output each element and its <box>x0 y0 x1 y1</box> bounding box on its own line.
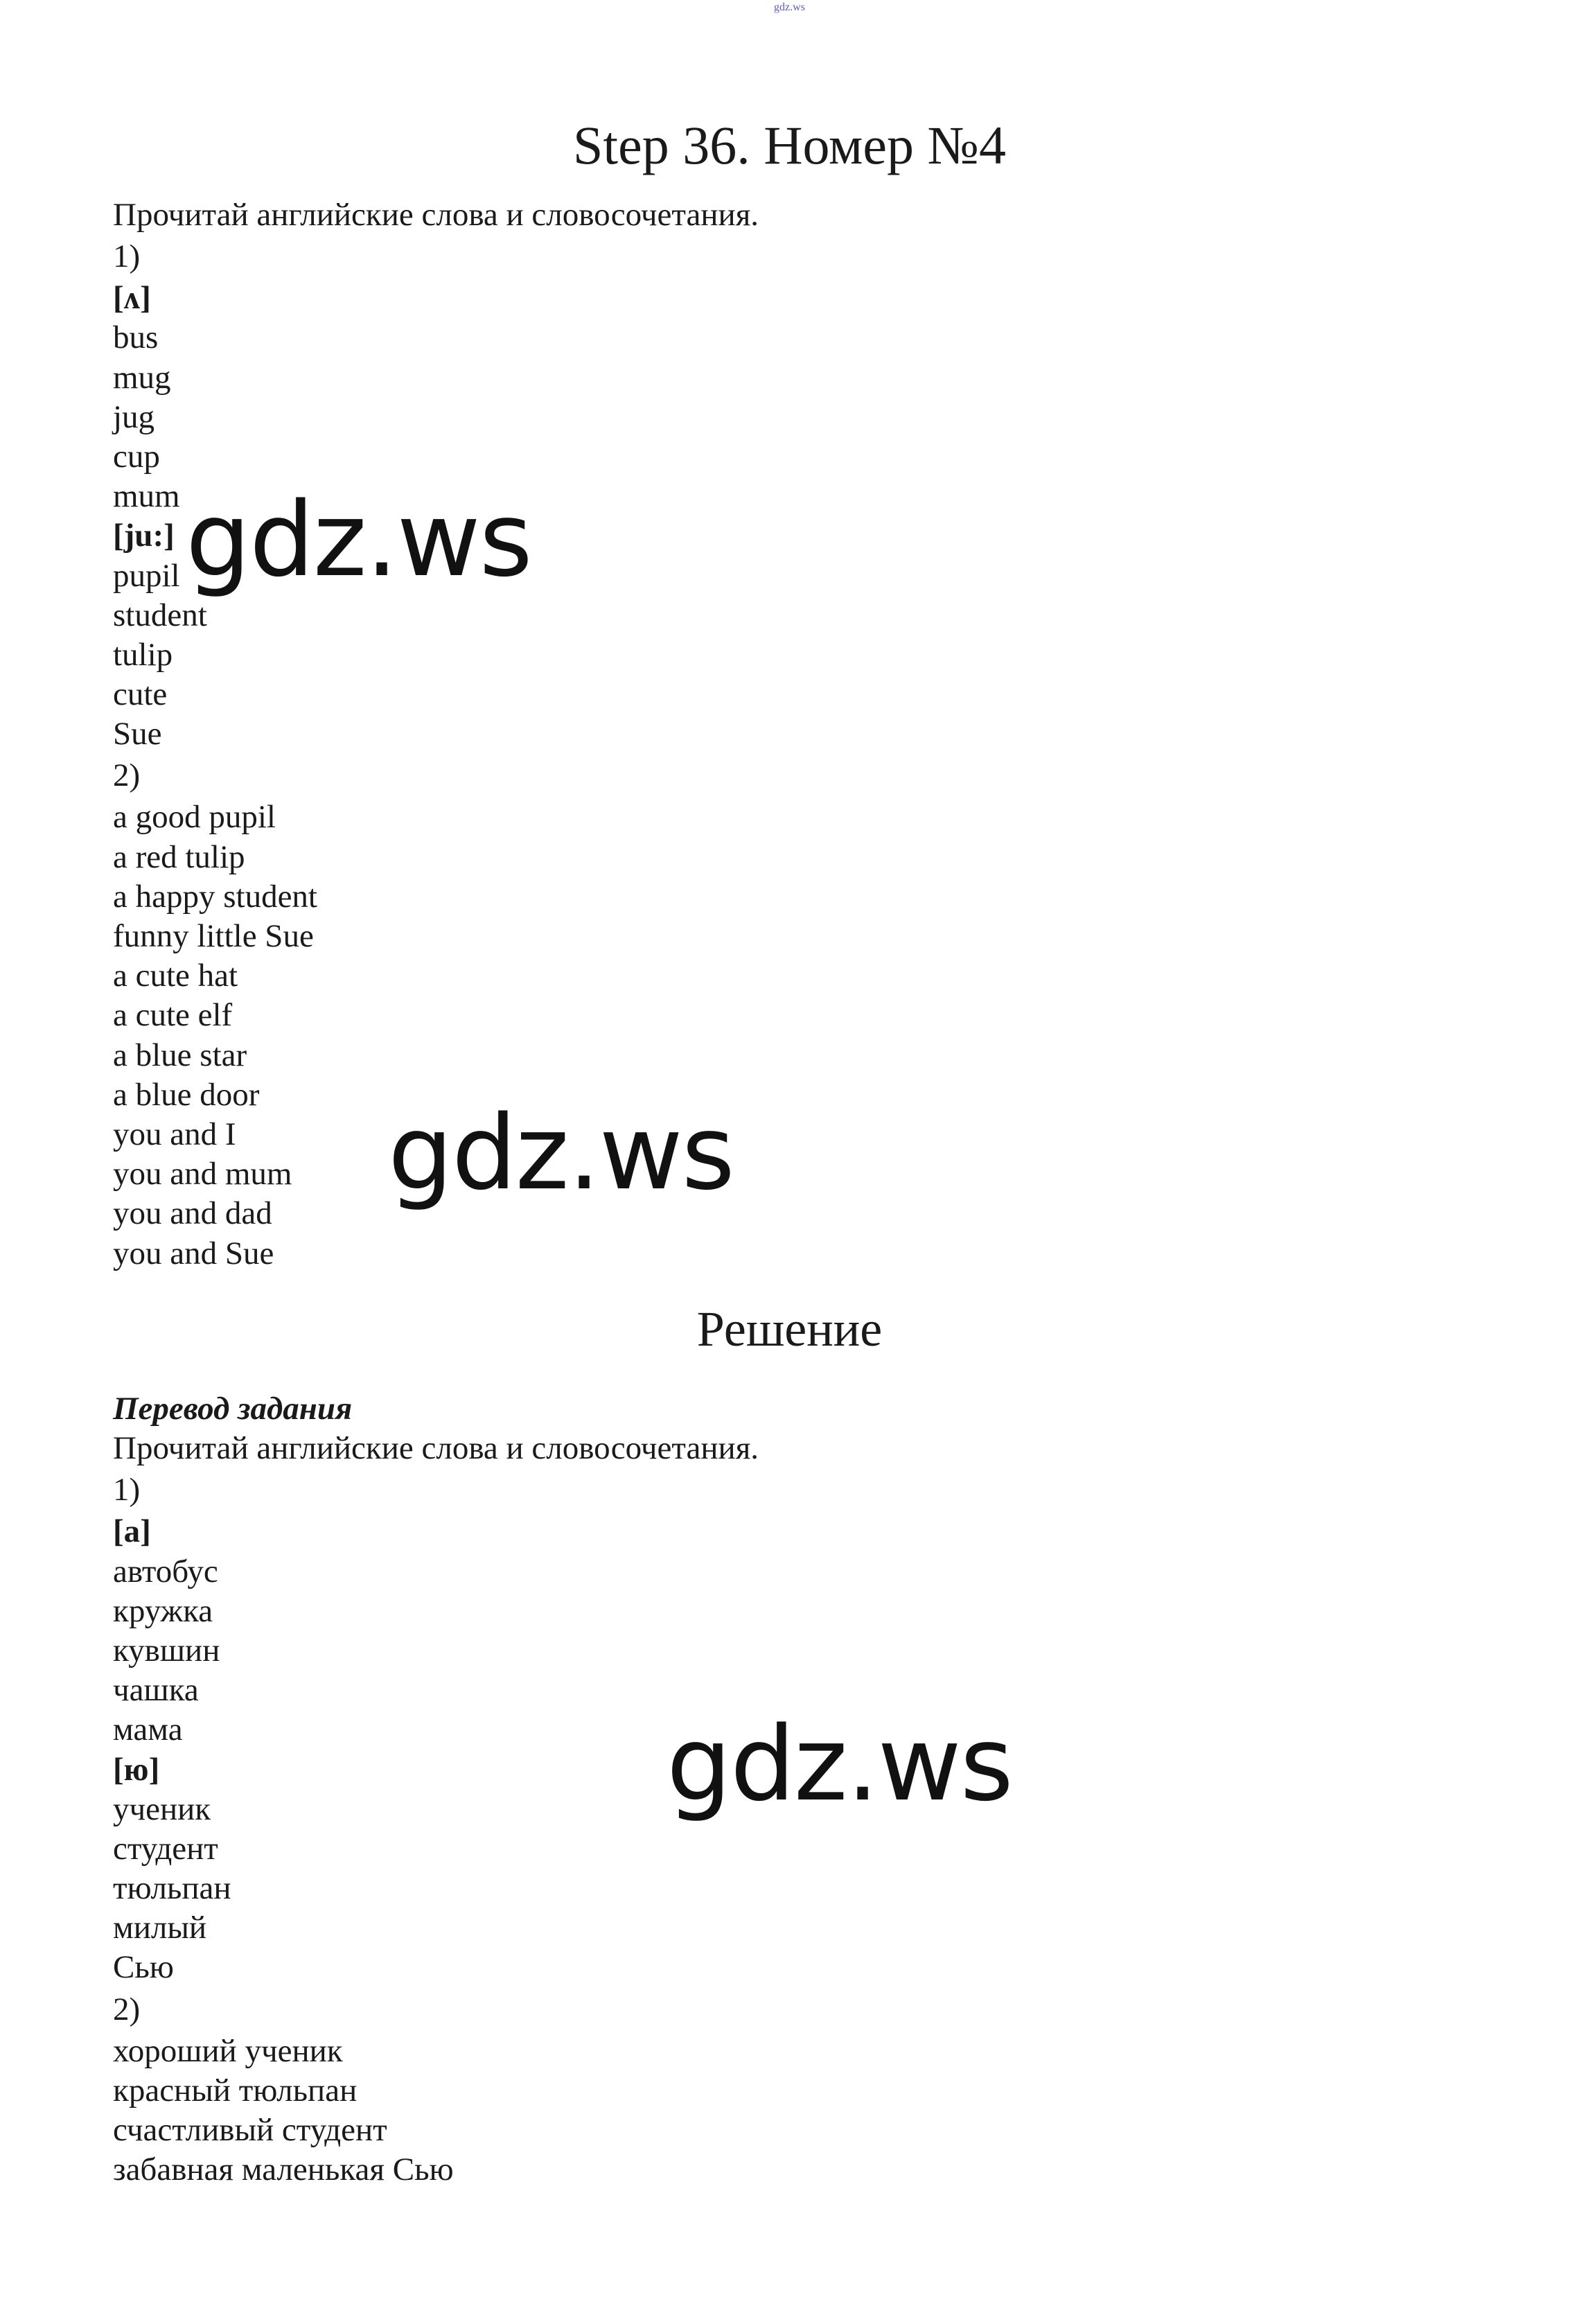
solution-line: студент <box>113 1830 218 1867</box>
task-line: Прочитай английские слова и словосочетания. <box>113 197 759 233</box>
solution-line: кувшин <box>113 1632 220 1669</box>
solution-line: 1) <box>113 1472 141 1508</box>
solution-line: Перевод задания <box>113 1391 353 1427</box>
solution-heading: Решение <box>696 1301 883 1357</box>
task-line: 2) <box>113 757 141 794</box>
solution-line: ученик <box>113 1790 211 1827</box>
task-line: a good pupil <box>113 799 276 836</box>
task-line: pupil <box>113 557 180 594</box>
watermark-logo: gdz.ws <box>186 480 531 599</box>
task-line: funny little Sue <box>113 918 314 954</box>
solution-line: милый <box>113 1910 207 1946</box>
solution-line: 2) <box>113 1991 141 2027</box>
solution-line: Прочитай английские слова и словосочетания. <box>113 1430 759 1467</box>
task-line: a happy student <box>113 878 317 915</box>
watermark-logo: gdz.ws <box>667 1705 1012 1824</box>
task-line: cup <box>113 438 160 475</box>
task-line: [ju:] <box>113 518 175 554</box>
task-line: you and I <box>113 1116 236 1152</box>
solution-text-block <box>113 1389 759 2190</box>
top-watermark-text: gdz.ws <box>774 1 805 13</box>
solution-line: мама <box>113 1711 183 1748</box>
solution-line: автобус <box>113 1553 218 1590</box>
task-line: bus <box>113 319 159 356</box>
task-line: 1) <box>113 238 141 275</box>
watermark-logo: gdz.ws <box>388 1093 734 1213</box>
solution-line: красный тюльпан <box>113 2072 358 2109</box>
task-line: Sue <box>113 716 162 752</box>
task-line: mum <box>113 478 180 515</box>
task-line: mug <box>113 359 171 396</box>
task-line: [ʌ] <box>113 280 151 317</box>
task-line: tulip <box>113 636 173 673</box>
solution-line: кружка <box>113 1592 213 1629</box>
task-line: you and dad <box>113 1195 272 1232</box>
task-line: student <box>113 597 207 633</box>
task-line: a blue door <box>113 1076 260 1113</box>
solution-line: [а] <box>113 1513 151 1550</box>
task-line: jug <box>113 398 155 435</box>
solution-line: тюльпан <box>113 1870 231 1907</box>
task-line: cute <box>113 676 168 713</box>
task-line: a blue star <box>113 1037 247 1073</box>
solution-line: забавная маленькая Сью <box>113 2151 454 2188</box>
solution-line: Сью <box>113 1949 174 1986</box>
task-line: a cute hat <box>113 958 238 994</box>
solution-line: [ю] <box>113 1751 160 1788</box>
solution-line: хороший ученик <box>113 2032 343 2069</box>
page-title: Step 36. Номер №4 <box>573 115 1006 175</box>
solution-line: чашка <box>113 1672 199 1709</box>
solution-line: счастливый студент <box>113 2112 387 2148</box>
task-line: you and mum <box>113 1156 292 1192</box>
task-line: a cute elf <box>113 997 233 1034</box>
task-line: a red tulip <box>113 838 245 875</box>
task-line: you and Sue <box>113 1235 274 1271</box>
